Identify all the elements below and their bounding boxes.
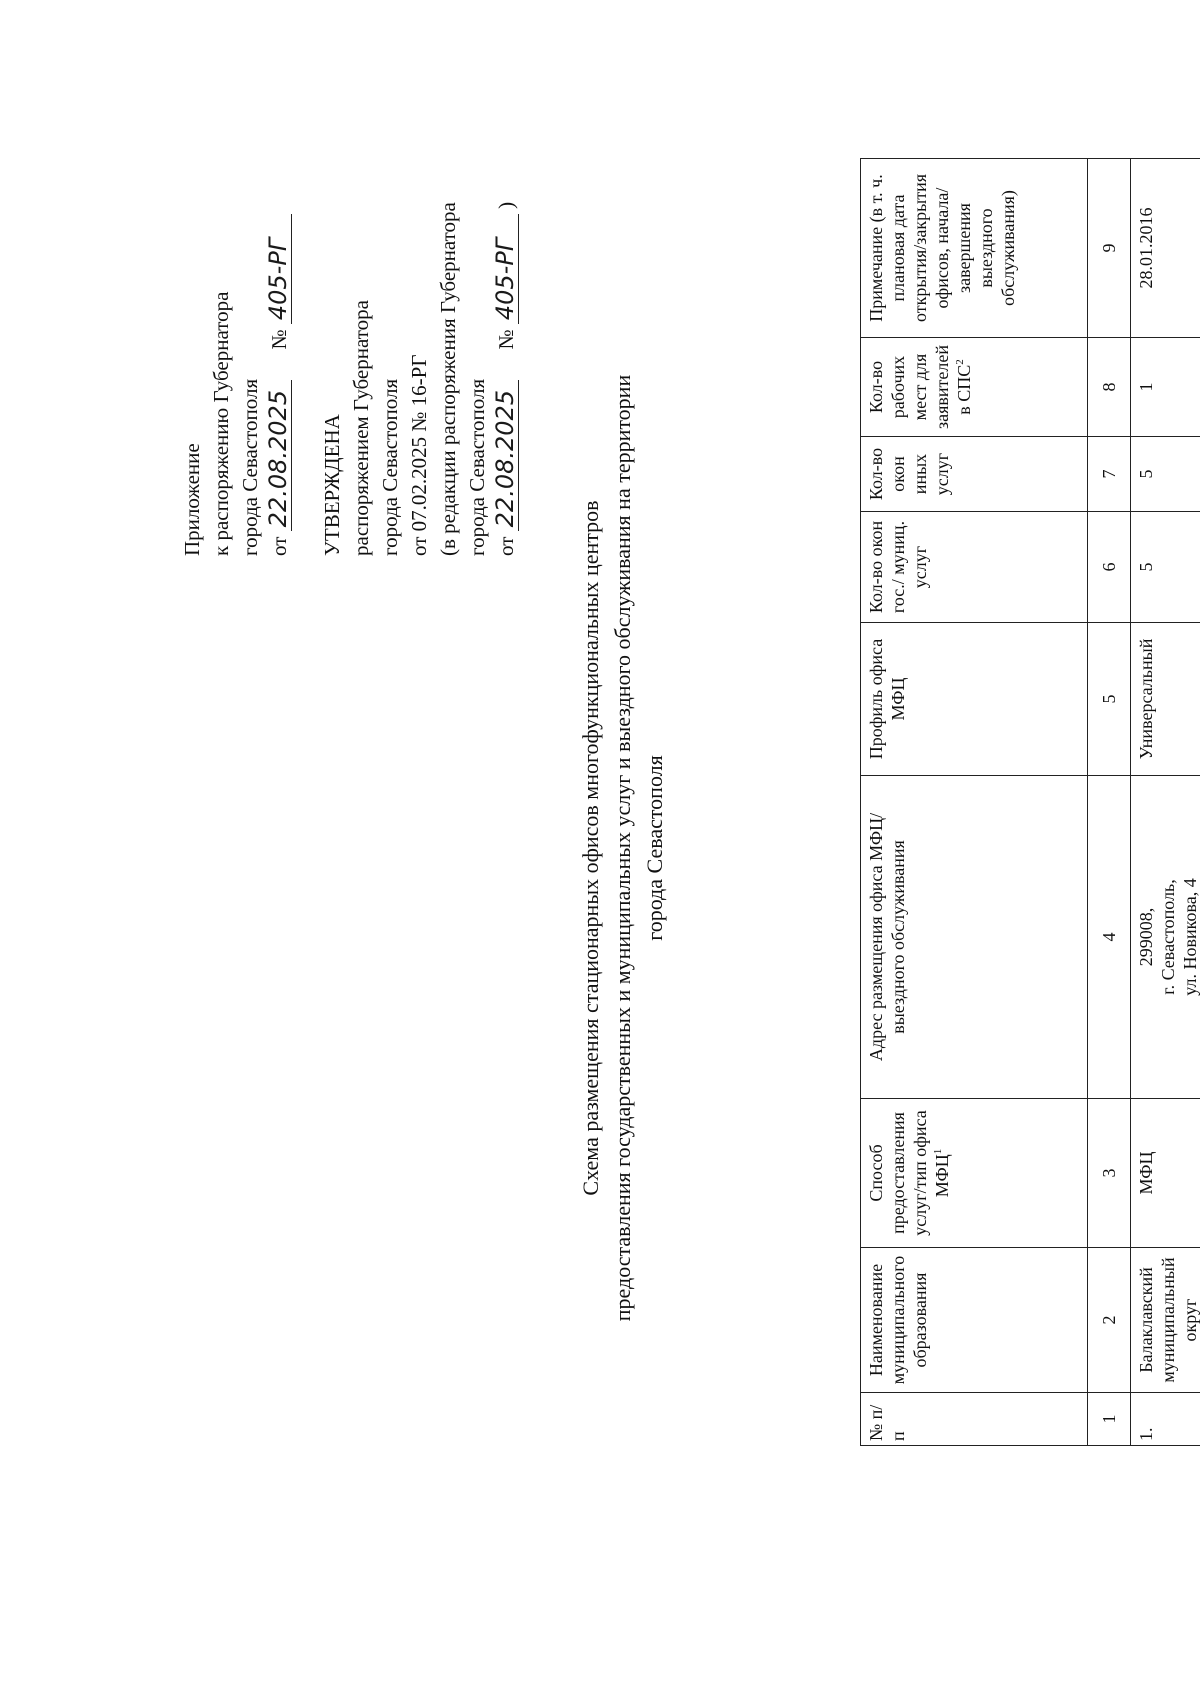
title-line: предоставления государственных и муниципальных услуг и выездного обслуживания на территории xyxy=(610,374,635,1322)
title-line: города Севастополя xyxy=(642,755,667,941)
header-cell-gov-windows: Кол-во окон гос./ муниц. услуг xyxy=(861,512,1088,623)
handwritten-date: 22.08.2025 xyxy=(492,380,519,531)
handwritten-number: 405-РГ xyxy=(265,214,292,324)
cell-municipality: Балаклавский муниципальный округ xyxy=(1131,1248,1200,1393)
header-cell-note: Примечание (в т. ч. плановая дата открытия/закрытия офисов, начала/завершения выездного обслуживания) xyxy=(861,159,1088,338)
cell-other-windows: 5 xyxy=(1131,437,1200,512)
approved-heading: УТВЕРЖДЕНА xyxy=(320,414,344,556)
column-number: 4 xyxy=(1088,776,1131,1099)
handwritten-date: 22.08.2025 xyxy=(265,380,292,531)
header-cell-workplaces: Кол-во рабочих мест для заявителей в СПС$^2$ xyxy=(861,338,1088,437)
column-number-row xyxy=(1088,159,1131,1446)
appendix-line: города Севастополя xyxy=(238,378,262,556)
approved-line: города Севастополя xyxy=(378,378,402,556)
approved-line: (в редакции распоряжения Губернатора xyxy=(436,202,460,556)
approved-date-line xyxy=(492,36,521,556)
appendix-date-line xyxy=(265,36,294,556)
address-line: ул. Новикова, 4 xyxy=(1180,878,1200,996)
title-line: Схема размещения стационарных офисов многофункциональных центров xyxy=(578,500,603,1196)
approved-line: города Севастополя xyxy=(465,378,489,556)
header-cell-number: № п/п xyxy=(861,1393,1088,1446)
cell-workplaces: 1 xyxy=(1131,338,1200,437)
appendix-line: к распоряжению Губернатора xyxy=(209,291,233,556)
cell-address xyxy=(1131,776,1200,1099)
approved-line: распоряжением Губернатора xyxy=(349,300,373,556)
column-number: 7 xyxy=(1088,437,1131,512)
from-label: от xyxy=(494,536,518,556)
column-number: 5 xyxy=(1088,623,1131,776)
cell-number: 1. xyxy=(1131,1393,1200,1446)
header-cell-address: Адрес размещения офиса МФЦ/ выездного обслуживания xyxy=(861,776,1088,1099)
header-cell-method: Способ предоставления услуг/тип офиса МФЦ$^1$ xyxy=(861,1099,1088,1248)
mfc-table xyxy=(860,158,1200,1446)
approved-block xyxy=(318,36,521,556)
from-label: от xyxy=(267,536,291,556)
column-number: 9 xyxy=(1088,159,1131,338)
address-line: г. Севастополь, xyxy=(1158,879,1178,995)
header-cell-other-windows: Кол-во окон иных услуг xyxy=(861,437,1088,512)
appendix-block xyxy=(178,36,294,556)
close-paren: ) xyxy=(494,201,518,209)
header-cell-municipality: Наименование муниципального образования xyxy=(861,1248,1088,1393)
approved-line: от 07.02.2025 № 16-РГ xyxy=(407,354,431,556)
column-number: 2 xyxy=(1088,1248,1131,1393)
address-line: 299008, xyxy=(1136,907,1156,967)
number-label: № xyxy=(494,329,518,350)
column-number: 8 xyxy=(1088,338,1131,437)
number-label: № xyxy=(267,329,291,350)
column-number: 6 xyxy=(1088,512,1131,623)
cell-gov-windows: 5 xyxy=(1131,512,1200,623)
column-number: 1 xyxy=(1088,1393,1131,1446)
document-title xyxy=(575,0,671,1696)
handwritten-number: 405-РГ xyxy=(492,214,519,324)
cell-note: 28.01.2016 xyxy=(1131,159,1200,338)
cell-profile: Универсальный xyxy=(1131,623,1200,776)
column-number: 3 xyxy=(1088,1099,1131,1248)
appendix-line: Приложение xyxy=(180,443,204,556)
cell-method: МФЦ xyxy=(1131,1099,1200,1248)
table-row xyxy=(1131,159,1200,1446)
header-cell-profile: Профиль офиса МФЦ xyxy=(861,623,1088,776)
table-header-row xyxy=(861,159,1088,1446)
